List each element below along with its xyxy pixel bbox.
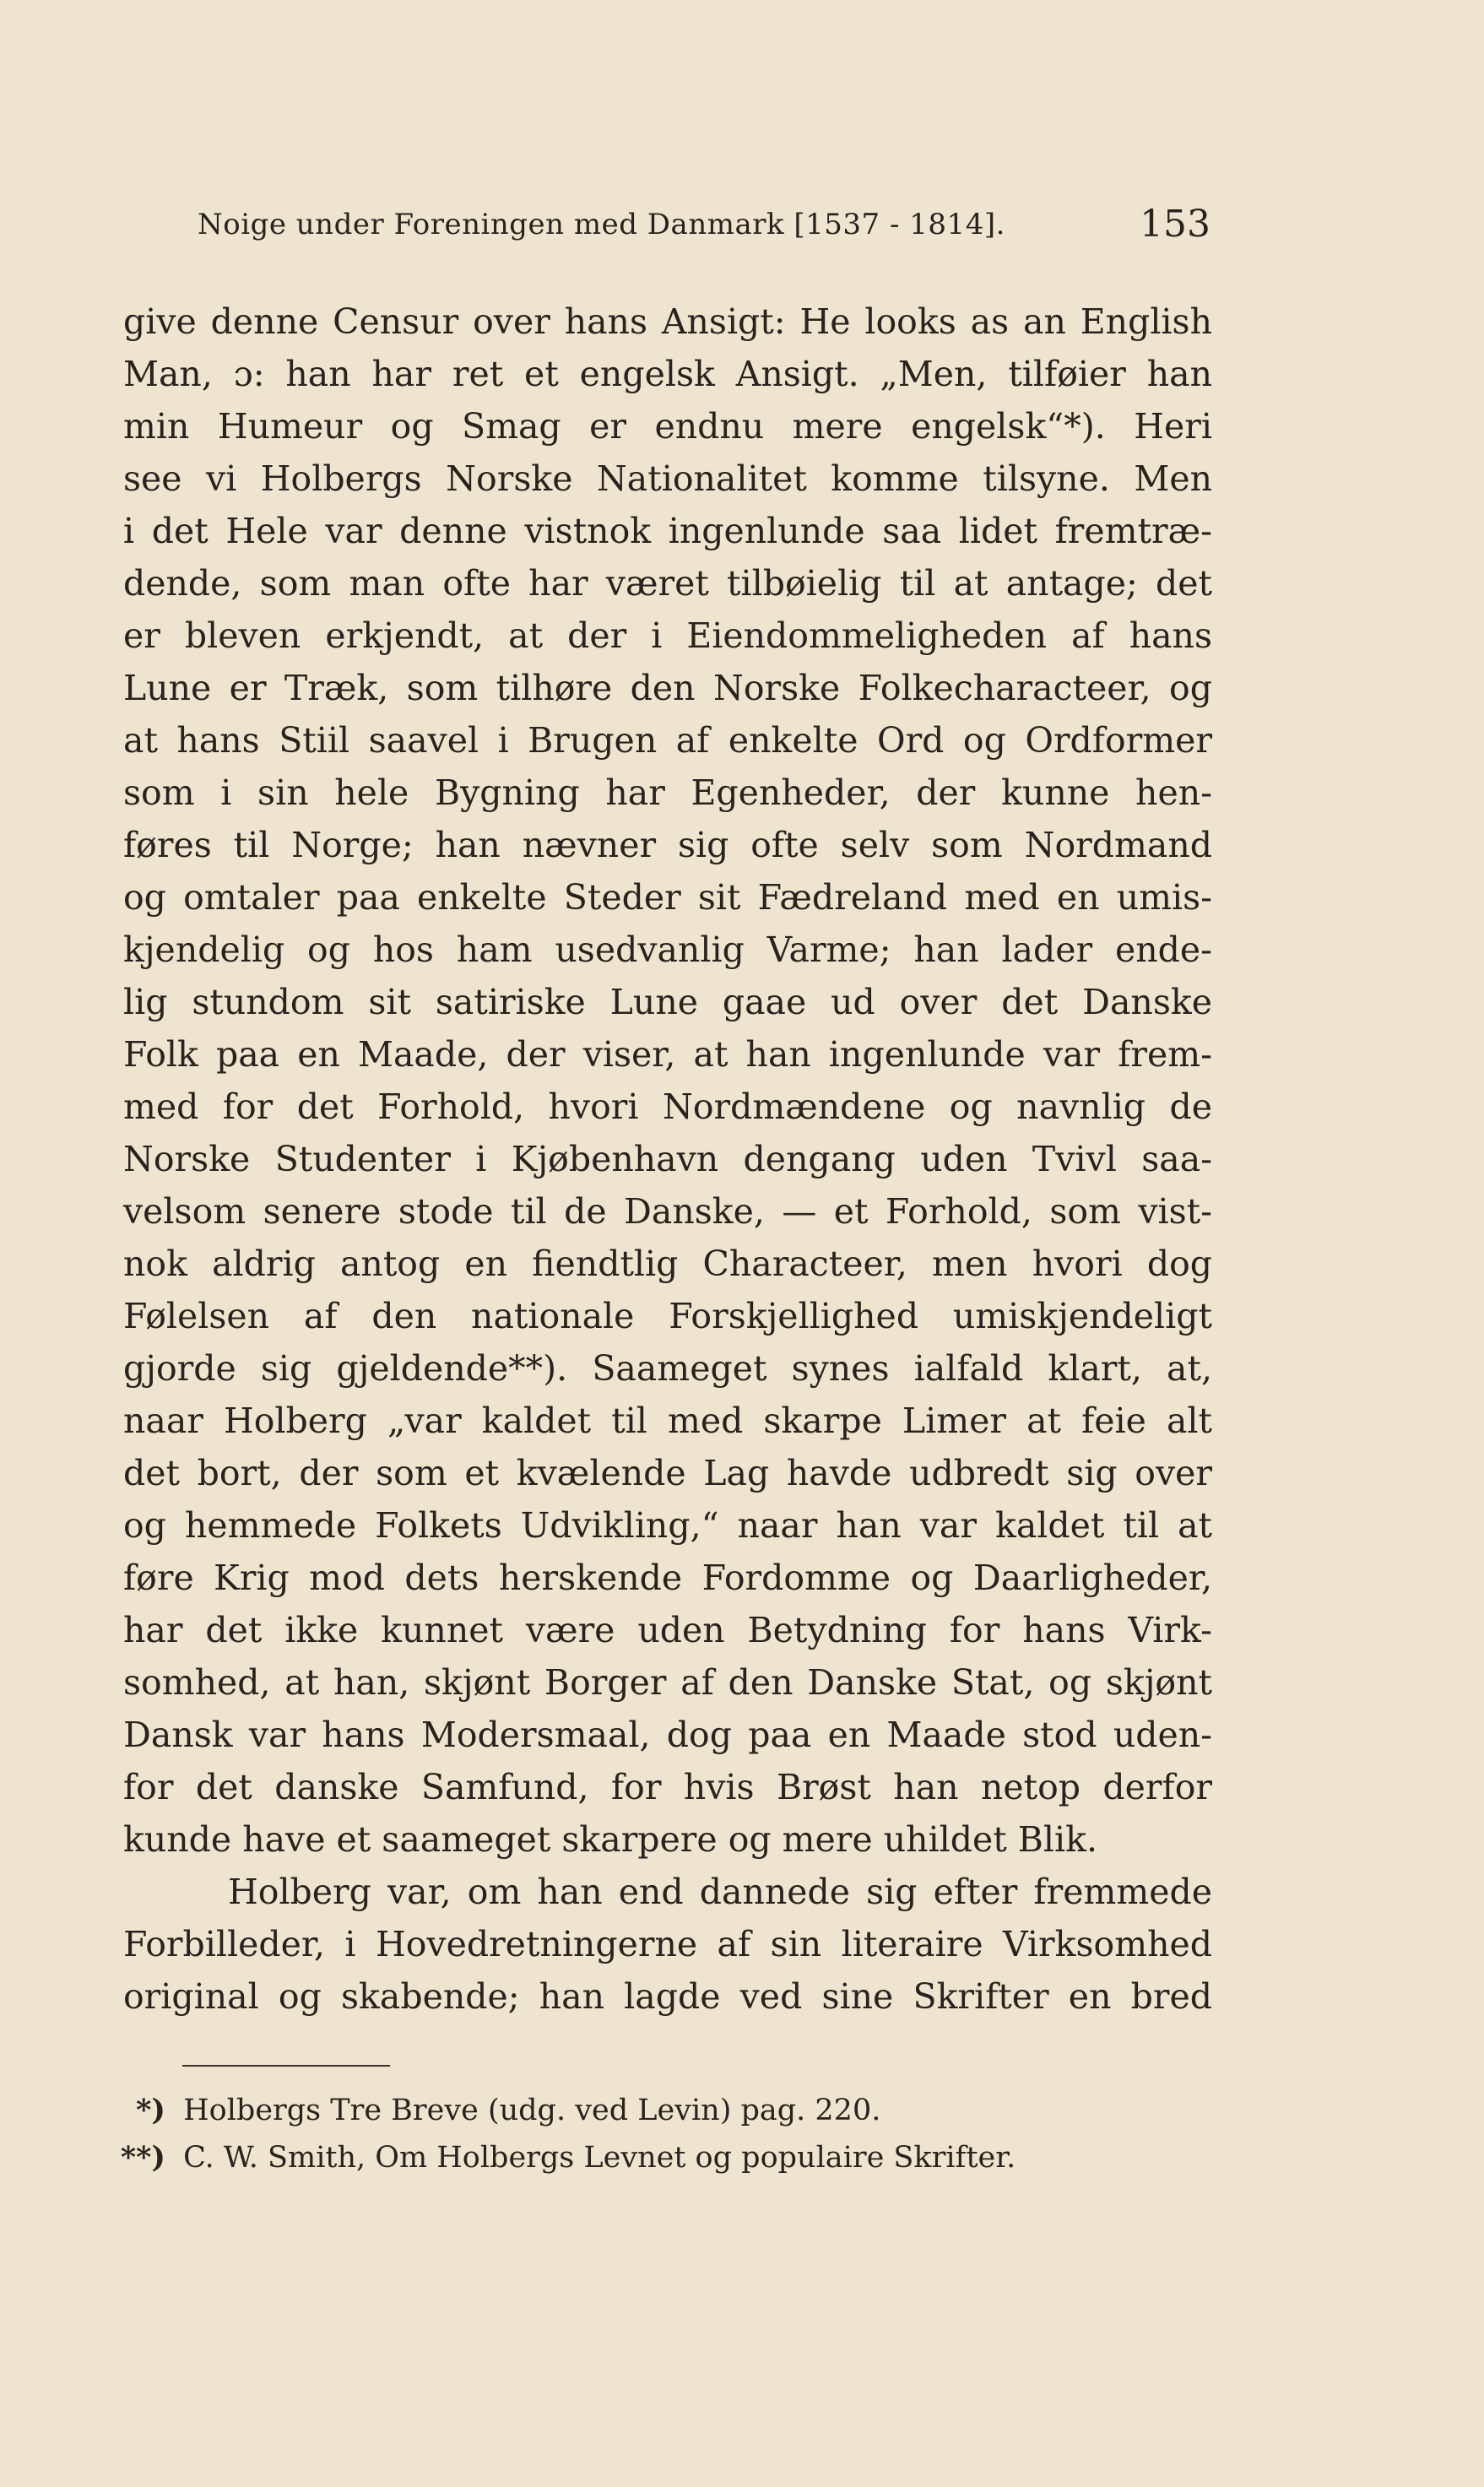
page-number: 153	[1140, 203, 1210, 246]
footnotes	[120, 2087, 1212, 2181]
text-line: Dansk var hans Modersmaal, dog paa en Maade stod uden-	[123, 1715, 1212, 1755]
text-line: gjorde sig gjeldende**). Saameget synes ialfald klart, at,	[123, 1348, 1212, 1389]
footnote	[123, 2087, 1212, 2134]
text-line: er bleven erkjendt, at der i Eiendommeligheden af hans	[123, 615, 1212, 656]
text-line: at hans Stiil saavel i Brugen af enkelte Ord og Ordformer	[123, 720, 1212, 761]
text-line: Lune er Træk, som tilhøre den Norske Folkecharacteer, og	[123, 668, 1212, 708]
text-line: see vi Holbergs Norske Nationalitet komme tilsyne. Men	[123, 458, 1212, 499]
text-line: Man, ɔ: han har ret et engelsk Ansigt. „Men, tilføier han	[123, 354, 1212, 394]
text-line: original og skabende; han lagde ved sine Skrifter en bred	[123, 1976, 1212, 2017]
text-line: give denne Censur over hans Ansigt: He looks as an English	[123, 301, 1212, 342]
text-line: dende, som man ofte har været tilbøielig til at antage; det	[123, 563, 1212, 604]
paragraph-start-line: Holberg var, om han end dannede sig efter fremmede	[228, 1872, 1212, 1912]
text-line: føre Krig mod dets herskende Fordomme og Daarligheder,	[123, 1558, 1212, 1598]
text-line: Norske Studenter i Kjøbenhavn dengang uden Tvivl saa-	[123, 1139, 1212, 1179]
text-line: det bort, der som et kvælende Lag havde udbredt sig over	[123, 1453, 1212, 1493]
text-line: og omtaler paa enkelte Steder sit Fædreland med en umis-	[123, 877, 1212, 918]
footnote	[120, 2134, 1212, 2181]
text-line: har det ikke kunnet være uden Betydning for hans Virk-	[123, 1610, 1212, 1650]
text-line: lig stundom sit satiriske Lune gaae ud over det Danske	[123, 982, 1212, 1022]
text-line: nok aldrig antog en fiendtlig Characteer, men hvori dog	[123, 1244, 1212, 1284]
footnote-text: C. W. Smith, Om Holbergs Levnet og populaire Skrifter.	[183, 2141, 1016, 2175]
text-line: Forbilleder, i Hovedretningerne af sin literaire Virksomhed	[123, 1924, 1212, 1964]
text-line: for det danske Samfund, for hvis Brøst han netop derfor	[123, 1767, 1212, 1807]
text-line: velsom senere stode til de Danske, — et Forhold, som vist-	[123, 1191, 1212, 1232]
text-line: somhed, at han, skjønt Borger af den Danske Stat, og skjønt	[123, 1662, 1212, 1703]
text-line: og hemmede Folkets Udvikling,“ naar han var kaldet til at	[123, 1505, 1212, 1546]
body-text	[123, 295, 1212, 2023]
text-line: i det Hele var denne vistnok ingenlunde saa lidet fremtræ-	[123, 511, 1212, 551]
text-line: naar Holberg „var kaldet til med skarpe Limer at feie alt	[123, 1401, 1212, 1441]
footnote-text: Holbergs Tre Breve (udg. ved Levin) pag. 220.	[183, 2094, 881, 2127]
text-line: som i sin hele Bygning har Egenheder, der kunne hen-	[123, 772, 1212, 813]
text-line: kjendelig og hos ham usedvanlig Varme; han lader ende-	[123, 929, 1212, 970]
text-line: min Humeur og Smag er endnu mere engelsk“*). Heri	[123, 406, 1212, 447]
running-title: Noige under Foreningen med Danmark [1537 - 1814].	[198, 208, 1005, 241]
text-line: føres til Norge; han nævner sig ofte selv som Nordmand	[123, 825, 1212, 865]
text-line: Følelsen af den nationale Forskjellighed umiskjendeligt	[123, 1296, 1212, 1336]
paragraph-end-line: kunde have et saameget skarpere og mere uhildet Blik.	[123, 1819, 1097, 1860]
text-line: med for det Forhold, hvori Nordmændene og navnlig de	[123, 1086, 1212, 1127]
running-head	[198, 203, 1210, 253]
footnote-marker: *)	[136, 2093, 165, 2127]
text-line: Folk paa en Maade, der viser, at han ingenlunde var frem-	[123, 1034, 1212, 1075]
footnote-divider	[182, 2065, 390, 2067]
footnote-marker: **)	[120, 2140, 165, 2175]
